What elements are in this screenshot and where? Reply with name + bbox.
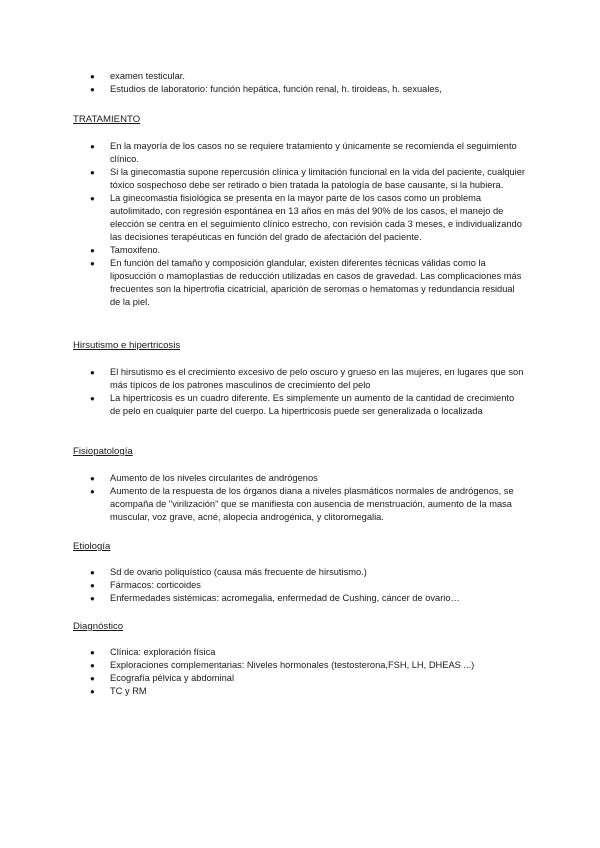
bullet-icon: ● [90,142,95,151]
list-item: ● Sd de ovario poliquístico (causa más frecuente de hirsutismo.) [90,567,367,577]
bullet-icon: ● [90,487,95,496]
section-heading-etiologia: Etiología [73,541,111,552]
section-heading-fisiopatologia: Fisiopatología [73,446,133,457]
intro-list [90,70,526,96]
list-item: ● Aumento de los niveles circulantes de andrógenos [90,473,318,483]
list-item: ● Tamoxifeno. [90,245,161,255]
bullet-icon: ● [90,568,95,577]
bullet-icon: ● [90,661,95,670]
bullet-icon: ● [90,474,95,483]
list-item: ● examen testicular. [90,71,185,81]
list-item: ● En función del tamaño y composición glandular, existen diferentes técnicas válidas como la liposucción o mamoplastias de reducción utilizadas en casos de gravedad. Las complicaciones más frecuentes son la hipertrofia cicatricial, aparición de seromas o hematomas y redundancia residual de la piel. [90,258,522,307]
etiologia-list [90,566,526,605]
list-item: ● La hipertricosis es un cuadro diferente. Es simplemente un aumento de la cantidad de crecimiento de pelo en cualquier parte del cuerpo. La hipertricosis puede ser generalizada o localizada [90,393,515,416]
bullet-icon: ● [90,259,95,268]
bullet-icon: ● [90,194,95,203]
bullet-icon: ● [90,674,95,683]
bullet-icon: ● [90,85,95,94]
list-item: ● Enfermedades sistémicas: acromegalia, enfermedad de Cushing, cáncer de ovario… [90,593,460,603]
bullet-icon: ● [90,648,95,657]
list-item: ● En la mayoría de los casos no se requiere tratamiento y únicamente se recomienda el seguimiento clínico. [90,141,517,164]
list-item: ● Fármacos: corticoides [90,580,201,590]
list-item: ● Clínica: exploración física [90,647,216,657]
section-heading-hirsutismo: Hirsutismo e hipertricosis [73,340,181,351]
hirsutismo-list [90,366,526,418]
fisiopatologia-list [90,472,526,524]
bullet-icon: ● [90,246,95,255]
tratamiento-list [90,140,526,309]
bullet-icon: ● [90,394,95,403]
list-item: ● TC y RM [90,686,147,696]
list-item: ● Estudios de laboratorio: función hepática, función renal, h. tiroideas, h. sexuales, [90,84,442,94]
bullet-icon: ● [90,368,95,377]
list-item: ● La ginecomastia fisiológica se presenta en la mayor parte de los casos como un problema autolimitado, con regresión espontánea en 13 años en más del 90% de los casos, el manejo de elección se centra en el seguimiento clínico estrecho, con revisión cada 3 meses, e individualizando las decisiones terapéuticas en función del grado de afectación del paciente. [90,193,522,242]
bullet-icon: ● [90,168,95,177]
list-item: ● Aumento de la respuesta de los órganos diana a niveles plasmáticos normales de andrógenos, se acompaña de "virilización" que se manifiesta con ausencia de menstruación, aumento de la masa muscular, voz grave, acné, alopecia androgénica, y clitoromegalia. [90,486,514,522]
bullet-icon: ● [90,687,95,696]
bullet-icon: ● [90,581,95,590]
section-heading-tratamiento: TRATAMIENTO [73,114,141,125]
list-item: ● Exploraciones complementarias: Niveles hormonales (testosterona,FSH, LH, DHEAS ...) [90,660,475,670]
diagnostico-list [90,646,526,698]
list-item: ● Si la ginecomastia supone repercusión clínica y limitación funcional en la vida del paciente, cualquier tóxico sospechoso debe ser retirado o bien tratada la patología de base causante, si la hubiera. [90,167,525,190]
list-item: ● Ecografía pélvica y abdominal [90,673,235,683]
list-item: ● El hirsutismo es el crecimiento excesivo de pelo oscuro y grueso en las mujeres, en lugares que son más típicos de los patrones masculinos de crecimiento del pelo [90,367,524,390]
section-heading-diagnostico: Diagnóstico [73,621,124,632]
bullet-icon: ● [90,72,95,81]
bullet-icon: ● [90,594,95,603]
